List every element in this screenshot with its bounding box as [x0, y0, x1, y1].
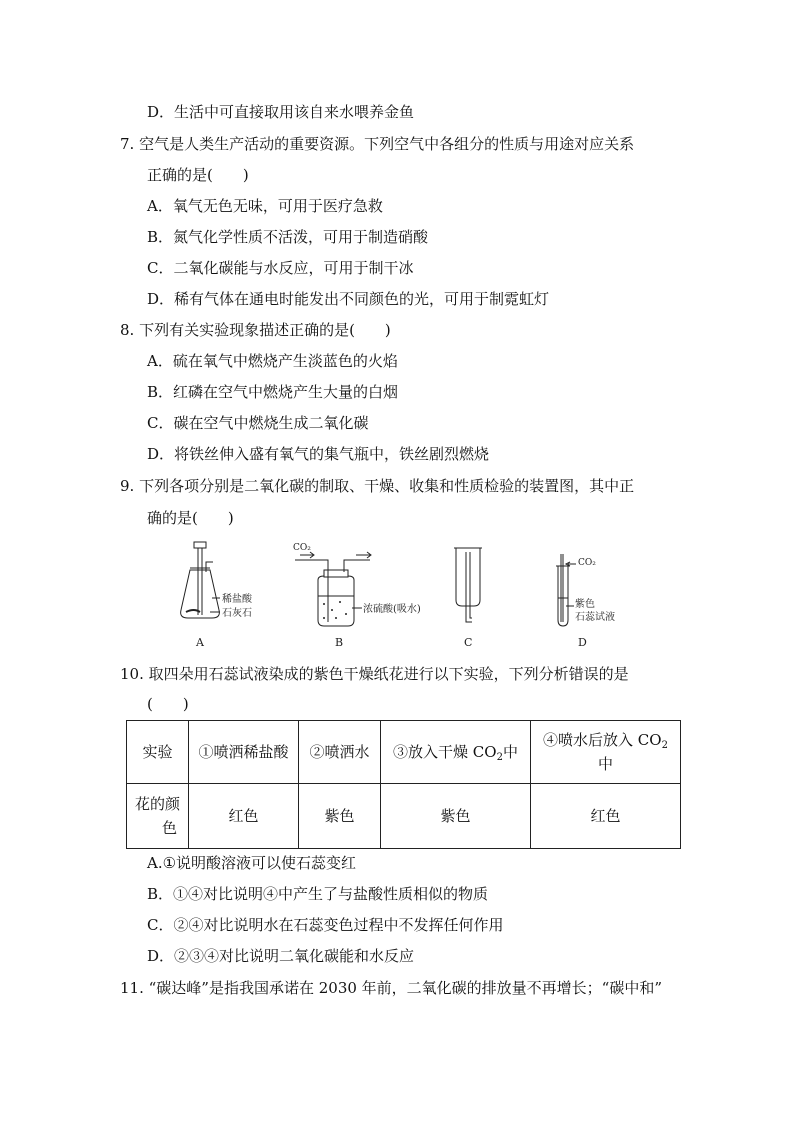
q10-option-c: C．②④对比说明水在石蕊变色过程中不发挥任何作用: [147, 916, 504, 934]
row-label-experiment: 实验: [127, 721, 189, 784]
color-cell-3: 紫色: [381, 784, 531, 849]
q8-option-c: C．碳在空气中燃烧生成二氧化碳: [147, 414, 369, 432]
q8-stem: 8. 下列有关实验现象描述正确的是( ): [120, 321, 391, 339]
q10-option-d: D．②③④对比说明二氧化碳能和水反应: [147, 947, 415, 965]
q9-stem-line2: 确的是( ): [147, 509, 234, 527]
apparatus-figure: [150, 538, 670, 656]
q10-stem-line1: 10. 取四朵用石蕊试液染成的紫色干燥纸花进行以下实验，下列分析错误的是: [120, 665, 629, 683]
d-label-gas: CO₂: [578, 558, 596, 568]
q11-stem-line1: 11. “碳达峰”是指我国承诺在 2030 年前，二氧化碳的排放量不再增长；“碳中和”: [120, 979, 663, 997]
apparatus-a: [181, 542, 220, 618]
q7-option-c: C．二氧化碳能与水反应，可用于制干冰: [147, 259, 414, 277]
q7-option-b: B．氮气化学性质不活泼，可用于制造硝酸: [147, 228, 429, 246]
table-row: [127, 784, 681, 849]
q6-option-d: D．生活中可直接取用该自来水喂养金鱼: [147, 103, 415, 121]
q8-option-a: A．硫在氧气中燃烧产生淡蓝色的火焰: [147, 352, 398, 370]
a-label-stone: 石灰石: [222, 608, 252, 619]
header-cell-2: ②喷洒水: [299, 721, 381, 784]
caption-b: B: [335, 636, 344, 649]
apparatus-c: [454, 548, 482, 622]
q10-option-b: B．①④对比说明④中产生了与盐酸性质相似的物质: [147, 885, 489, 903]
b-label-gas: CO₂: [293, 543, 311, 553]
q7-stem-line1: 7. 空气是人类生产活动的重要资源。下列空气中各组分的性质与用途对应关系: [120, 135, 635, 153]
color-cell-1: 红色: [189, 784, 299, 849]
color-cell-4: 红色: [531, 784, 681, 849]
d-label-purple: 紫色: [575, 599, 595, 610]
q8-option-d: D．将铁丝伸入盛有氧气的集气瓶中，铁丝剧烈燃烧: [147, 445, 490, 463]
q10-option-a: A.①说明酸溶液可以使石蕊变红: [147, 854, 357, 872]
q9-stem-line1: 9. 下列各项分别是二氧化碳的制取、干燥、收集和性质检验的装置图，其中正: [120, 477, 635, 495]
q8-option-b: B．红磷在空气中燃烧产生大量的白烟: [147, 383, 399, 401]
q7-option-d: D．稀有气体在通电时能发出不同颜色的光，可用于制霓虹灯: [147, 290, 550, 308]
header-cell-4: ④喷水后放入 $CO_2$ 中: [531, 721, 681, 784]
d-label-litmus: 石蕊试液: [575, 612, 615, 623]
experiment-table: [126, 720, 681, 849]
apparatus-b: [295, 552, 371, 626]
table-header-row: [127, 721, 681, 784]
q7-stem-line2: 正确的是( ): [147, 166, 249, 184]
apparatus-d: [556, 554, 576, 626]
caption-c: C: [464, 636, 473, 649]
q7-option-a: A．氧气无色无味，可用于医疗急救: [147, 197, 383, 215]
caption-a: A: [196, 636, 204, 649]
a-label-acid: 稀盐酸: [222, 594, 252, 605]
b-label-acid: 浓硫酸(吸水): [363, 604, 421, 615]
row-label-flower-color: 花的颜 色: [127, 784, 189, 849]
caption-d: D: [578, 636, 587, 649]
q10-stem-line2: ( ): [147, 695, 189, 713]
color-cell-2: 紫色: [299, 784, 381, 849]
header-cell-1: ①喷洒稀盐酸: [189, 721, 299, 784]
header-cell-3: ③放入干燥 $CO_2$中: [381, 721, 531, 784]
